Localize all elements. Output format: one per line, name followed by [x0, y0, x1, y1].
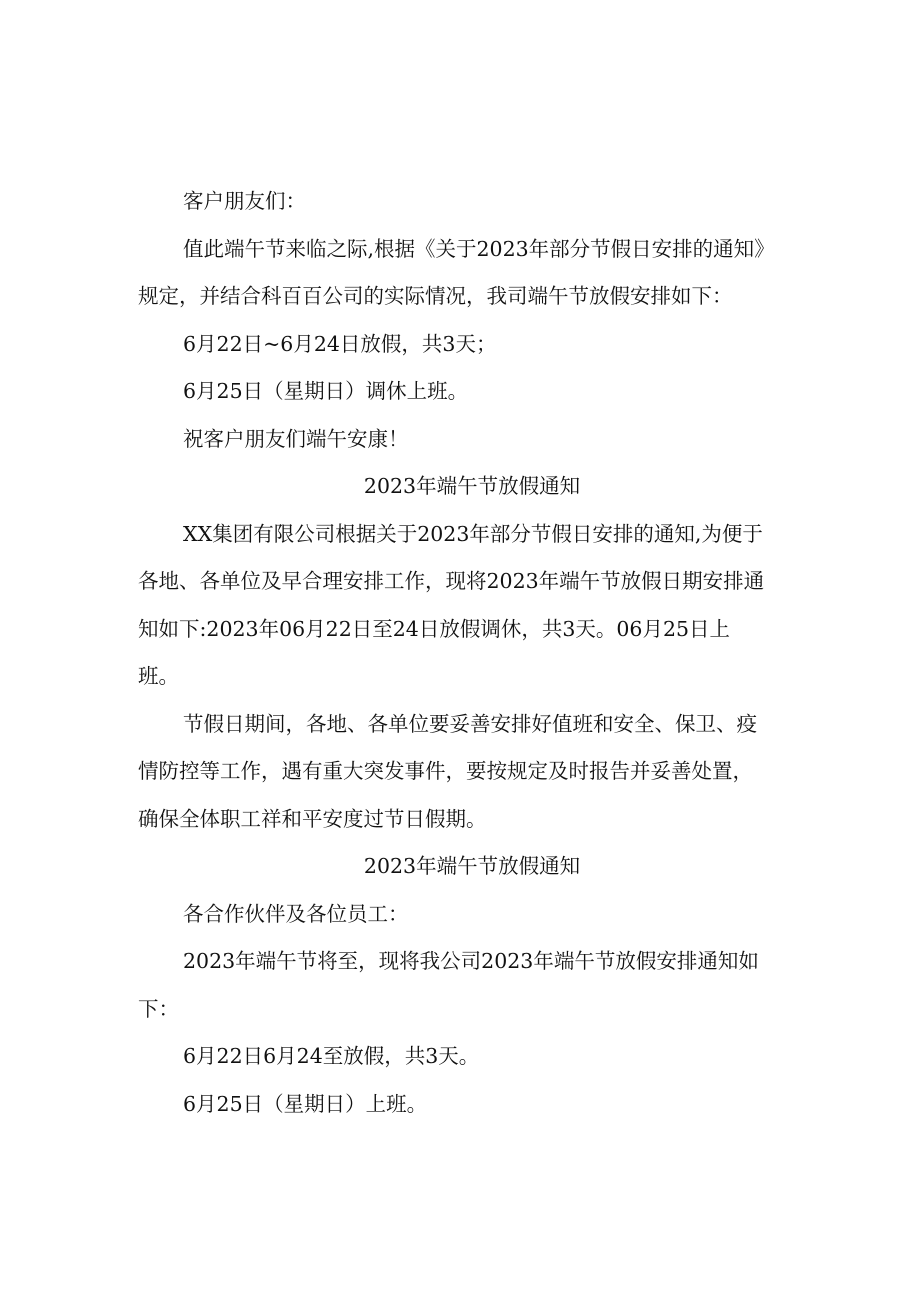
intro-paragraph [138, 226, 806, 321]
wishes-line: 祝客户朋友们端午安康！ [183, 426, 409, 451]
intro-line: 2023年端午节将至，现将我公司2023年端午节放假安排通知如 [183, 949, 759, 973]
workday-notice: 6月25日（星期日）上班。 [183, 1091, 428, 1116]
greeting-partners: 各合作伙伴及各位员工： [183, 901, 409, 926]
greeting-customers: 客户朋友们： [183, 189, 306, 213]
paragraph-line: 知如下:2023年06月22日至24日放假调休，共3天。06月25日上 [138, 616, 731, 641]
paragraph-line: 节假日期间，各地、各单位要妥善安排好值班和安全、保卫、疫 [183, 711, 757, 736]
document-body [138, 178, 806, 1128]
paragraph-line: XX集团有限公司根据关于2023年部分节假日安排的通知,为便于 [183, 521, 763, 546]
duty-safety-paragraph [138, 701, 806, 844]
paragraph-line: 情防控等工作，遇有重大突发事件，要按规定及时报告并妥善处置， [138, 759, 753, 783]
section-title: 2023年端午节放假通知 [363, 854, 581, 878]
holiday-dates: 6月22日~6月24日放假，共3天； [183, 331, 497, 356]
intro-line: 值此端午节来临之际,根据《关于2023年部分节假日安排的通知》 [183, 236, 775, 261]
workday-notice: 6月25日（星期日）调休上班。 [183, 379, 469, 403]
section-title: 2023年端午节放假通知 [363, 474, 581, 498]
group-notice-paragraph [138, 511, 806, 701]
intro-line: 下： [138, 996, 179, 1021]
intro-line: 规定，并结合科百百公司的实际情况，我司端午节放假安排如下： [138, 284, 733, 308]
paragraph-line: 各地、各单位及早合理安排工作，现将2023年端午节放假日期安排通 [138, 569, 765, 593]
holiday-dates: 6月22日6月24至放假，共3天。 [183, 1044, 480, 1068]
intro-paragraph [138, 938, 806, 1033]
paragraph-line: 班。 [138, 664, 179, 688]
paragraph-line: 确保全体职工祥和平安度过节日假期。 [138, 806, 487, 831]
